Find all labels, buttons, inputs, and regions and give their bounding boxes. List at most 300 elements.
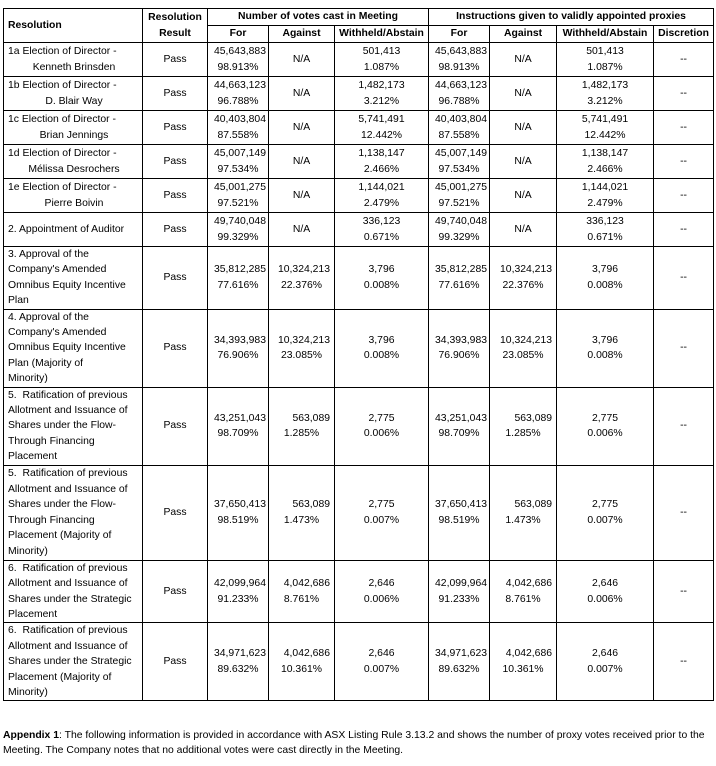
resolution-line: Placement [8, 451, 58, 463]
resolution-line: 6. Ratification of previous [8, 625, 128, 637]
resolution-line: 1d Election of Director - [8, 148, 117, 160]
vote-count: 44,663,123 [213, 80, 266, 92]
vote-count: 49,740,048 [213, 216, 266, 228]
vote-percent: 1.285% [505, 428, 541, 440]
vote-count: 2,646 [592, 578, 619, 590]
vote-count: 3,796 [368, 334, 395, 346]
resolution-name [4, 179, 143, 213]
vote-count: 5,741,491 [581, 114, 629, 126]
vote-percent: 0.007% [363, 514, 400, 526]
vote-percent: 0.007% [363, 663, 400, 675]
resolution-line: Through Financing [8, 435, 95, 447]
vote-count: N/A [292, 155, 311, 167]
vote-percent: 1.473% [505, 514, 541, 526]
vote-count: 2,775 [368, 412, 395, 424]
resolution-name [4, 213, 143, 247]
vote-cell [208, 387, 269, 465]
vote-count: 336,123 [586, 216, 624, 228]
vote-cell [557, 247, 654, 310]
vote-count: 10,324,213 [277, 334, 330, 346]
vote-cell [557, 43, 654, 77]
footnote-text: : The following information is provided in accordance with ASX Listing Rule 3.13.2 and shows the number of proxy votes received prior to the Meeting. The Company notes that no additional votes were cast directly in the Meeting. [3, 730, 705, 757]
resolution-line: Shares under the Flow- [8, 420, 117, 432]
vote-percent: 22.376% [280, 279, 323, 291]
vote-count: 1,138,147 [358, 148, 405, 160]
vote-percent: 98.709% [217, 428, 259, 440]
vote-percent: 89.632% [438, 663, 480, 675]
vote-count: 501,413 [362, 46, 401, 58]
header-meeting-withheld: Withheld/Abstain [335, 26, 429, 43]
vote-count: 563,089 [514, 412, 553, 424]
resolution-line: Minority) [8, 545, 48, 557]
vote-cell [269, 465, 335, 560]
table-row [4, 309, 714, 387]
vote-percent: 0.007% [587, 663, 623, 675]
vote-count: 37,650,413 [213, 499, 266, 511]
resolution-line: Pierre Boivin [44, 197, 104, 209]
table-row [4, 247, 714, 310]
resolution-line: Brian Jennings [39, 129, 109, 141]
vote-count: 563,089 [292, 412, 330, 424]
table-row [4, 465, 714, 560]
vote-cell [208, 43, 269, 77]
vote-cell [335, 77, 429, 111]
vote-count: N/A [514, 53, 532, 65]
vote-percent: 1.285% [283, 428, 320, 440]
vote-percent: 3.212% [587, 95, 623, 107]
discretion-cell: -- [654, 43, 714, 77]
table-row [4, 623, 714, 701]
vote-count: 3,796 [592, 334, 619, 346]
vote-count: 34,971,623 [435, 648, 488, 660]
vote-count: 2,775 [368, 499, 395, 511]
resolution-result: Pass [143, 247, 208, 310]
resolution-result: Pass [143, 623, 208, 701]
voting-results-table [3, 8, 714, 701]
vote-cell [557, 111, 654, 145]
vote-cell [335, 623, 429, 701]
vote-cell [269, 77, 335, 111]
vote-percent: 8.761% [283, 593, 320, 605]
vote-cell [429, 43, 490, 77]
vote-cell [557, 309, 654, 387]
resolution-result: Pass [143, 465, 208, 560]
table-row [4, 560, 714, 623]
vote-cell [429, 387, 490, 465]
resolution-result: Pass [143, 387, 208, 465]
vote-percent: 77.616% [217, 279, 259, 291]
discretion-cell: -- [654, 145, 714, 179]
vote-count: 563,089 [292, 499, 330, 511]
vote-percent: 0.671% [363, 231, 400, 243]
resolution-result: Pass [143, 111, 208, 145]
vote-percent: 0.008% [363, 350, 400, 362]
resolution-line: Placement [8, 608, 58, 620]
vote-percent: 12.442% [584, 129, 626, 141]
vote-cell [429, 145, 490, 179]
resolution-line: 5. Ratification of previous [8, 389, 128, 401]
vote-cell [269, 309, 335, 387]
vote-count: 45,001,275 [435, 182, 488, 194]
vote-cell [557, 179, 654, 213]
vote-cell [269, 179, 335, 213]
vote-percent: 23.085% [502, 350, 544, 362]
vote-cell [208, 77, 269, 111]
resolution-result: Pass [143, 560, 208, 623]
resolution-name [4, 145, 143, 179]
vote-count: N/A [292, 53, 311, 65]
vote-cell [269, 213, 335, 247]
table-row [4, 111, 714, 145]
discretion-cell: -- [654, 560, 714, 623]
vote-cell [490, 387, 557, 465]
vote-count: 43,251,043 [435, 412, 488, 424]
resolution-line: D. Blair Way [45, 95, 103, 107]
vote-percent: 0.671% [587, 231, 623, 243]
vote-percent: 1.087% [587, 61, 623, 73]
vote-percent: 96.788% [438, 95, 480, 107]
vote-percent: 2.466% [587, 163, 623, 175]
resolution-line: 1a Election of Director - [8, 46, 117, 58]
vote-percent: 0.008% [363, 279, 400, 291]
vote-percent: 0.006% [587, 593, 623, 605]
vote-percent: 76.906% [438, 350, 480, 362]
vote-count: 2,775 [592, 412, 619, 424]
vote-cell [429, 213, 490, 247]
header-result: Resolution Result [143, 9, 208, 43]
header-meeting-group: Number of votes cast in Meeting [208, 9, 429, 26]
vote-count: 34,971,623 [213, 648, 266, 660]
vote-count: 45,643,883 [435, 46, 488, 58]
vote-count: 336,123 [362, 216, 401, 228]
vote-cell [208, 213, 269, 247]
resolution-result: Pass [143, 179, 208, 213]
resolution-line: Plan (Majority of [8, 357, 84, 369]
table-row [4, 213, 714, 247]
resolution-line: Minority) [8, 373, 48, 385]
vote-cell [269, 145, 335, 179]
vote-count: 1,482,173 [581, 80, 629, 92]
vote-percent: 10.361% [280, 663, 323, 675]
vote-percent: 2.479% [363, 197, 400, 209]
vote-count: N/A [292, 189, 311, 201]
vote-percent: 96.788% [217, 95, 259, 107]
vote-cell [490, 247, 557, 310]
vote-percent: 10.361% [502, 663, 544, 675]
vote-cell [429, 465, 490, 560]
footnote [3, 728, 715, 759]
vote-percent: 77.616% [438, 279, 480, 291]
vote-cell [335, 43, 429, 77]
header-proxy-for: For [429, 26, 490, 43]
table-row [4, 77, 714, 111]
vote-count: N/A [292, 223, 311, 235]
resolution-line: 1c Election of Director - [8, 114, 116, 126]
vote-percent: 98.709% [438, 428, 480, 440]
resolution-name [4, 560, 143, 623]
vote-count: 2,646 [592, 648, 619, 660]
vote-count: 4,042,686 [505, 648, 553, 660]
vote-cell [557, 145, 654, 179]
vote-cell [269, 247, 335, 310]
vote-percent: 97.521% [217, 197, 259, 209]
vote-percent: 12.442% [361, 129, 403, 141]
vote-cell [335, 560, 429, 623]
vote-count: 34,393,983 [435, 334, 488, 346]
discretion-cell: -- [654, 465, 714, 560]
vote-count: 5,741,491 [358, 114, 405, 126]
vote-cell [335, 145, 429, 179]
resolution-name [4, 77, 143, 111]
header-proxy-withheld: Withheld/Abstain [557, 26, 654, 43]
vote-cell [429, 623, 490, 701]
resolution-name [4, 387, 143, 465]
vote-cell [490, 145, 557, 179]
vote-percent: 0.006% [363, 593, 400, 605]
discretion-cell: -- [654, 247, 714, 310]
discretion-cell: -- [654, 623, 714, 701]
resolution-line: Kenneth Brinsden [32, 61, 116, 73]
vote-count: 42,099,964 [213, 578, 266, 590]
vote-count: 35,812,285 [213, 264, 266, 276]
resolution-line: Mélissa Desrochers [28, 163, 120, 175]
resolution-line: Shares under the Strategic [8, 656, 132, 668]
vote-count: 3,796 [368, 264, 395, 276]
resolution-line: 4. Approval of the [8, 311, 89, 323]
vote-cell [490, 560, 557, 623]
resolution-name [4, 43, 143, 77]
vote-cell [490, 465, 557, 560]
vote-cell [490, 77, 557, 111]
resolution-line: Allotment and Issuance of [8, 483, 128, 495]
vote-cell [429, 247, 490, 310]
vote-count: 34,393,983 [213, 334, 266, 346]
resolution-result: Pass [143, 43, 208, 77]
resolution-line: Allotment and Issuance of [8, 578, 128, 590]
vote-count: 1,144,021 [581, 182, 629, 194]
vote-count: 10,324,213 [500, 334, 553, 346]
resolution-line: Minority) [8, 686, 48, 698]
resolution-result: Pass [143, 145, 208, 179]
vote-cell [208, 465, 269, 560]
resolution-name [4, 309, 143, 387]
vote-count: 501,413 [586, 46, 624, 58]
discretion-cell: -- [654, 213, 714, 247]
resolution-line: Placement (Majority of [8, 530, 112, 542]
vote-percent: 97.521% [438, 197, 480, 209]
resolution-name [4, 111, 143, 145]
vote-cell [335, 309, 429, 387]
resolution-name [4, 465, 143, 560]
vote-percent: 0.007% [587, 514, 623, 526]
vote-count: 49,740,048 [435, 216, 488, 228]
vote-cell [269, 387, 335, 465]
vote-cell [335, 387, 429, 465]
header-proxy-group: Instructions given to validly appointed proxies [429, 9, 714, 26]
vote-count: 2,646 [368, 648, 395, 660]
discretion-cell: -- [654, 179, 714, 213]
vote-cell [335, 247, 429, 310]
vote-count: 4,042,686 [283, 648, 330, 660]
vote-count: 45,001,275 [213, 182, 266, 194]
vote-cell [335, 213, 429, 247]
vote-count: 2,775 [592, 499, 619, 511]
vote-percent: 91.233% [438, 593, 480, 605]
vote-cell [490, 111, 557, 145]
header-proxy-discretion: Discretion [654, 26, 714, 43]
resolution-line: Plan [8, 295, 29, 307]
resolution-line: Allotment and Issuance of [8, 640, 128, 652]
resolution-line: 5. Ratification of previous [8, 468, 128, 480]
vote-count: 37,650,413 [435, 499, 488, 511]
resolution-name [4, 247, 143, 310]
resolution-line: Company's Amended [8, 327, 107, 339]
vote-percent: 0.006% [363, 428, 400, 440]
table-row [4, 179, 714, 213]
vote-count: N/A [514, 121, 532, 133]
resolution-line: Shares under the Flow- [8, 499, 117, 511]
vote-cell [490, 213, 557, 247]
vote-cell [429, 309, 490, 387]
vote-cell [335, 179, 429, 213]
vote-percent: 98.913% [438, 61, 480, 73]
vote-cell [490, 309, 557, 387]
vote-percent: 97.534% [438, 163, 480, 175]
resolution-line: Company's Amended [8, 264, 107, 276]
vote-count: 2,646 [368, 578, 395, 590]
vote-cell [557, 465, 654, 560]
vote-percent: 0.008% [587, 350, 623, 362]
vote-count: 4,042,686 [505, 578, 553, 590]
vote-count: N/A [514, 189, 532, 201]
vote-cell [490, 179, 557, 213]
header-proxy-against: Against [490, 26, 557, 43]
vote-cell [208, 179, 269, 213]
vote-cell [208, 309, 269, 387]
resolution-line: 6. Ratification of previous [8, 562, 128, 574]
vote-percent: 2.466% [363, 163, 400, 175]
vote-percent: 98.519% [217, 514, 259, 526]
resolution-line: Placement (Majority of [8, 671, 112, 683]
resolution-line: 1b Election of Director - [8, 80, 117, 92]
vote-percent: 87.558% [217, 129, 259, 141]
header-meeting-for: For [208, 26, 269, 43]
vote-cell [208, 145, 269, 179]
vote-count: 45,007,149 [213, 148, 266, 160]
table-row [4, 145, 714, 179]
vote-count: 1,138,147 [581, 148, 629, 160]
vote-cell [490, 623, 557, 701]
vote-cell [335, 111, 429, 145]
vote-count: 45,007,149 [435, 148, 488, 160]
vote-percent: 89.632% [217, 663, 259, 675]
header-meeting-against: Against [269, 26, 335, 43]
vote-percent: 1.087% [363, 61, 400, 73]
resolution-result: Pass [143, 77, 208, 111]
vote-count: 1,482,173 [358, 80, 405, 92]
vote-count: N/A [514, 155, 532, 167]
vote-percent: 99.329% [438, 231, 480, 243]
vote-cell [269, 623, 335, 701]
vote-percent: 91.233% [217, 593, 259, 605]
vote-cell [490, 43, 557, 77]
resolution-line: 3. Approval of the [8, 249, 89, 260]
vote-cell [429, 111, 490, 145]
vote-cell [208, 560, 269, 623]
discretion-cell: -- [654, 111, 714, 145]
vote-count: 42,099,964 [435, 578, 488, 590]
vote-percent: 87.558% [438, 129, 480, 141]
vote-count: N/A [514, 87, 532, 99]
resolution-result: Pass [143, 309, 208, 387]
discretion-cell: -- [654, 387, 714, 465]
vote-cell [429, 179, 490, 213]
vote-count: 10,324,213 [277, 264, 330, 276]
vote-percent: 2.479% [587, 197, 623, 209]
vote-percent: 1.473% [283, 514, 320, 526]
vote-percent: 76.906% [217, 350, 259, 362]
vote-count: 35,812,285 [435, 264, 488, 276]
resolution-line: 2. Appointment of Auditor [8, 223, 125, 235]
discretion-cell: -- [654, 77, 714, 111]
vote-cell [557, 623, 654, 701]
vote-cell [557, 77, 654, 111]
resolution-result: Pass [143, 213, 208, 247]
vote-percent: 99.329% [217, 231, 259, 243]
footnote-label: Appendix 1 [3, 730, 60, 741]
vote-cell [269, 43, 335, 77]
vote-percent: 0.006% [587, 428, 623, 440]
discretion-cell: -- [654, 309, 714, 387]
vote-cell [429, 77, 490, 111]
header-resolution: Resolution [4, 9, 143, 43]
vote-count: N/A [292, 87, 311, 99]
vote-count: 1,144,021 [358, 182, 405, 194]
vote-cell [557, 387, 654, 465]
resolution-line: Shares under the Strategic [8, 593, 132, 605]
vote-count: 43,251,043 [213, 412, 266, 424]
vote-cell [335, 465, 429, 560]
vote-count: N/A [292, 121, 311, 133]
vote-count: 10,324,213 [500, 264, 553, 276]
vote-cell [208, 623, 269, 701]
vote-count: 44,663,123 [435, 80, 488, 92]
vote-cell [557, 213, 654, 247]
vote-cell [429, 560, 490, 623]
resolution-line: Through Financing [8, 514, 95, 526]
resolution-line: Omnibus Equity Incentive [8, 342, 126, 354]
vote-count: 4,042,686 [283, 578, 330, 590]
vote-count: 563,089 [514, 499, 553, 511]
vote-percent: 98.913% [217, 61, 259, 73]
vote-cell [269, 560, 335, 623]
vote-percent: 97.534% [217, 163, 259, 175]
vote-cell [208, 247, 269, 310]
vote-percent: 98.519% [438, 514, 480, 526]
vote-count: 40,403,804 [435, 114, 488, 126]
resolution-line: Allotment and Issuance of [8, 405, 128, 417]
vote-percent: 23.085% [280, 350, 323, 362]
vote-percent: 3.212% [363, 95, 400, 107]
vote-count: N/A [514, 223, 532, 235]
table-row [4, 43, 714, 77]
vote-count: 45,643,883 [213, 46, 266, 58]
table-row [4, 387, 714, 465]
vote-percent: 22.376% [502, 279, 544, 291]
vote-cell [557, 560, 654, 623]
vote-percent: 0.008% [587, 279, 623, 291]
resolution-line: 1e Election of Director - [8, 182, 117, 194]
